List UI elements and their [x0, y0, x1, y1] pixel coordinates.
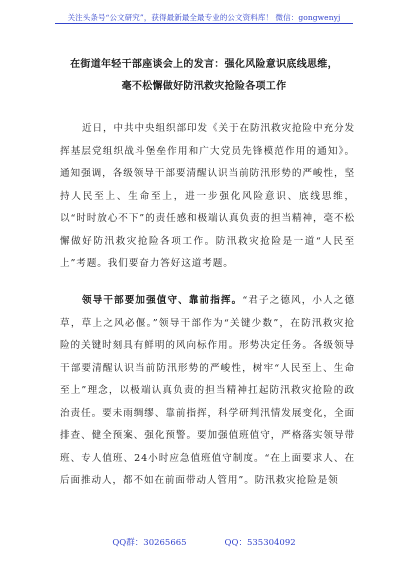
- header-divider: [55, 23, 353, 24]
- paragraph-intro: 近日，中共中央组织部印发《关于在防汛救灾抢险中充分发挥基层党组织战斗堡垒作用和广大党员先锋模范作用的通知》。通知强调，各级领导干部要清醒认识当前防汛形势的严峻性，坚持人民至上、生命至上，进一步强化风险意识、底线思维，以“时时放心不下”的责任感和极端认真负责的担当精神，毫不松懈做好防汛救灾抢险各项工作。防汛救灾抢险是一道“人民至上”考题。我们要奋力答好这道考题。: [60, 123, 355, 269]
- title-line-1: 在街道年轻干部座谈会上的发言：强化风险意识底线思维，: [70, 59, 338, 70]
- header-banner: 关注头条号“公文研究”，获得最新最全最专业的公文资料库！ 微信：gongwenyj: [67, 13, 341, 22]
- paragraph-section-1: [60, 290, 355, 493]
- title-line-2: 毫不松懈做好防汛救灾抢险各项工作: [121, 81, 287, 92]
- footer-contact: [0, 536, 408, 548]
- document-title: [40, 54, 368, 98]
- section-1-body: “君子之德风，小人之德草，草上之风必偃。”领导干部作为“关键少数”，在防汛救灾抢险的关键时刻具有鲜明的风向标作用。形势决定任务。各级领导干部要清醒认识当前防汛形势的严峻性，树牢“人民至上、生命至上”理念，以极端认真负责的担当精神扛起防汛救灾抢险的政治责任。要未雨绸缪、靠前指挥，科学研判汛情发展变化，全面排查、健全预案、强化预警。要加强值班值守，严格落实领导带班、专人值班、24小时应急值班值守制度。“在上面要求人、在后面推动人，都不如在前面带动人管用”。防汛救灾抢险是领: [60, 295, 355, 486]
- section-1-heading: 领导干部要加强值守、靠前指挥。: [82, 295, 243, 306]
- footer-qq-number: QQ：535304092: [224, 538, 296, 548]
- footer-qq-group: QQ群：30265665: [112, 538, 187, 548]
